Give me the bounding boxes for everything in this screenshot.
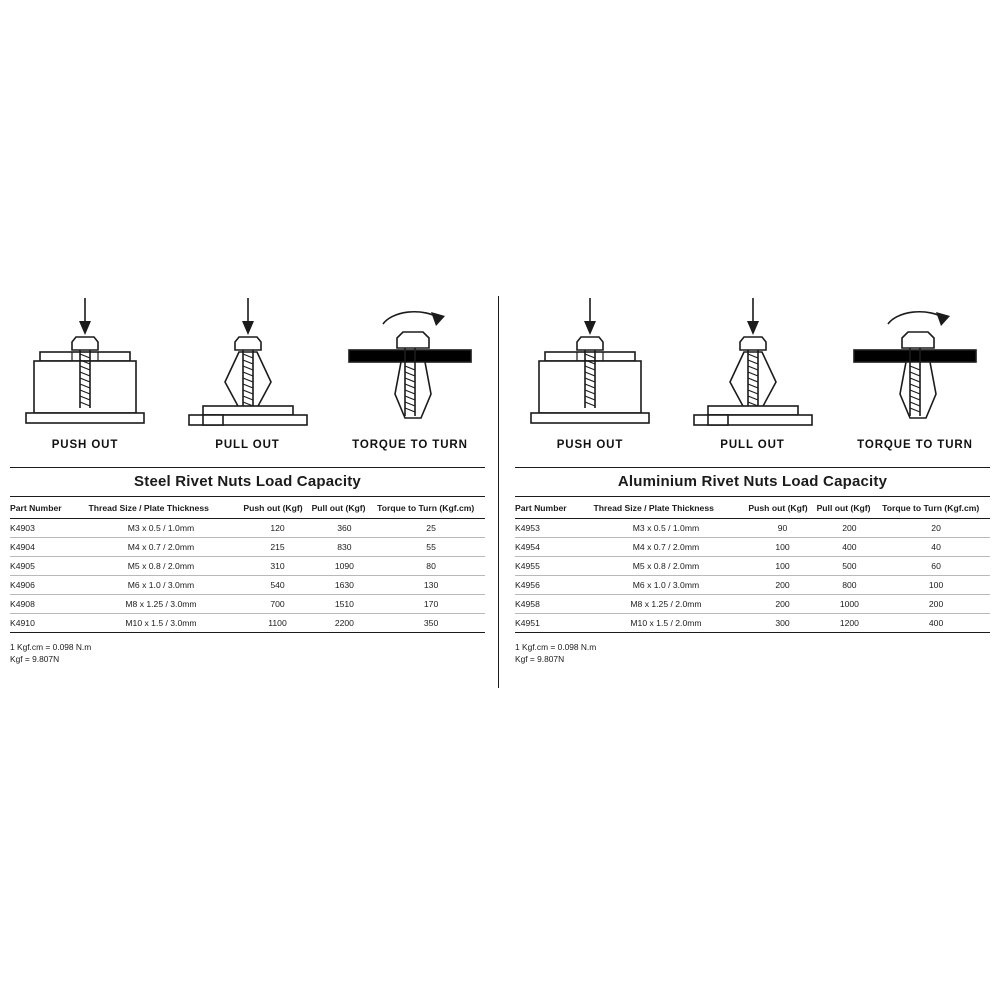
figure-label: PULL OUT — [720, 439, 785, 451]
column-header-part-number: Part Number — [515, 497, 584, 519]
cell-pull-out: 800 — [817, 576, 883, 595]
cell-torque: 25 — [377, 519, 485, 538]
diagram-row-steel — [10, 290, 485, 455]
cell-thread-size: M8 x 1.25 / 2.0mm — [584, 595, 749, 614]
diagram-row-aluminium — [515, 290, 990, 455]
cell-push-out: 90 — [748, 519, 816, 538]
cell-thread-size: M10 x 1.5 / 3.0mm — [79, 614, 244, 633]
torque-to-turn-icon — [335, 290, 485, 435]
panels-container — [10, 290, 990, 665]
figure-label: PUSH OUT — [51, 439, 119, 451]
cell-push-out: 215 — [243, 538, 311, 557]
cell-part-number: K4951 — [515, 614, 584, 633]
table-footnotes — [515, 641, 990, 665]
cell-push-out: 100 — [748, 557, 816, 576]
cell-pull-out: 200 — [817, 519, 883, 538]
figure-push-out-steel — [10, 290, 160, 455]
table-footnotes — [10, 641, 485, 665]
cell-pull-out: 500 — [817, 557, 883, 576]
cell-torque: 350 — [377, 614, 485, 633]
cell-thread-size: M3 x 0.5 / 1.0mm — [79, 519, 244, 538]
table-row — [10, 614, 485, 633]
cell-push-out: 300 — [748, 614, 816, 633]
cell-push-out: 1100 — [243, 614, 311, 633]
cell-pull-out: 1200 — [817, 614, 883, 633]
push-out-icon — [10, 290, 160, 435]
figure-pull-out-steel — [173, 290, 323, 455]
cell-thread-size: M4 x 0.7 / 2.0mm — [584, 538, 749, 557]
figure-torque-aluminium — [840, 290, 990, 455]
cell-thread-size: M6 x 1.0 / 3.0mm — [584, 576, 749, 595]
cell-thread-size: M4 x 0.7 / 2.0mm — [79, 538, 244, 557]
cell-thread-size: M5 x 0.8 / 2.0mm — [584, 557, 749, 576]
table-row — [10, 557, 485, 576]
column-header-thread-size: Thread Size / Plate Thickness — [584, 497, 749, 519]
cell-pull-out: 1630 — [312, 576, 378, 595]
table-title: Steel Rivet Nuts Load Capacity — [134, 473, 361, 490]
cell-part-number: K4958 — [515, 595, 584, 614]
column-header-torque: Torque to Turn (Kgf.cm) — [882, 497, 990, 519]
panel-steel — [10, 290, 493, 665]
load-capacity-table-aluminium — [515, 497, 990, 633]
footnote-line: 1 Kgf.cm = 0.098 N.m — [515, 642, 597, 652]
panel-aluminium — [493, 290, 990, 665]
cell-torque: 20 — [882, 519, 990, 538]
footnote-line: 1 Kgf.cm = 0.098 N.m — [10, 642, 92, 652]
table-block-aluminium — [515, 467, 990, 665]
table-row — [515, 538, 990, 557]
cell-part-number: K4903 — [10, 519, 79, 538]
footnote-line: Kgf = 9.807N — [515, 654, 565, 665]
load-capacity-table-steel — [10, 497, 485, 633]
column-header-pull-out: Pull out (Kgf) — [817, 497, 883, 519]
figure-label: PUSH OUT — [556, 439, 624, 451]
push-out-icon — [515, 290, 665, 435]
column-header-pull-out: Pull out (Kgf) — [312, 497, 378, 519]
cell-torque: 40 — [882, 538, 990, 557]
column-header-torque: Torque to Turn (Kgf.cm) — [377, 497, 485, 519]
cell-pull-out: 2200 — [312, 614, 378, 633]
table-title-bar — [515, 467, 990, 497]
table-row — [515, 614, 990, 633]
cell-push-out: 700 — [243, 595, 311, 614]
cell-push-out: 120 — [243, 519, 311, 538]
cell-thread-size: M5 x 0.8 / 2.0mm — [79, 557, 244, 576]
cell-pull-out: 360 — [312, 519, 378, 538]
cell-part-number: K4955 — [515, 557, 584, 576]
cell-thread-size: M3 x 0.5 / 1.0mm — [584, 519, 749, 538]
cell-part-number: K4956 — [515, 576, 584, 595]
column-header-thread-size: Thread Size / Plate Thickness — [79, 497, 244, 519]
pull-out-icon — [173, 290, 323, 435]
figure-torque-steel — [335, 290, 485, 455]
table-row — [515, 557, 990, 576]
table-row — [10, 576, 485, 595]
cell-torque: 170 — [377, 595, 485, 614]
cell-part-number: K4953 — [515, 519, 584, 538]
column-header-push-out: Push out (Kgf) — [243, 497, 311, 519]
figure-label: TORQUE TO TURN — [857, 439, 973, 451]
cell-push-out: 200 — [748, 576, 816, 595]
cell-pull-out: 1000 — [817, 595, 883, 614]
cell-thread-size: M6 x 1.0 / 3.0mm — [79, 576, 244, 595]
table-header-row — [515, 497, 990, 519]
cell-part-number: K4905 — [10, 557, 79, 576]
cell-torque: 130 — [377, 576, 485, 595]
cell-torque: 400 — [882, 614, 990, 633]
table-title: Aluminium Rivet Nuts Load Capacity — [617, 473, 888, 490]
cell-part-number: K4954 — [515, 538, 584, 557]
cell-torque: 55 — [377, 538, 485, 557]
table-block-steel — [10, 467, 485, 665]
table-row — [515, 519, 990, 538]
cell-torque: 200 — [882, 595, 990, 614]
cell-part-number: K4904 — [10, 538, 79, 557]
table-header-row — [10, 497, 485, 519]
table-row — [515, 576, 990, 595]
cell-thread-size: M10 x 1.5 / 2.0mm — [584, 614, 749, 633]
torque-to-turn-icon — [840, 290, 990, 435]
pull-out-icon — [678, 290, 828, 435]
table-row — [10, 595, 485, 614]
table-title-bar — [10, 467, 485, 497]
table-row — [10, 538, 485, 557]
cell-part-number: K4910 — [10, 614, 79, 633]
cell-pull-out: 1510 — [312, 595, 378, 614]
column-header-part-number: Part Number — [10, 497, 79, 519]
cell-torque: 60 — [882, 557, 990, 576]
column-header-push-out: Push out (Kgf) — [748, 497, 816, 519]
figure-push-out-aluminium — [515, 290, 665, 455]
footnote-line: Kgf = 9.807N — [10, 654, 60, 665]
cell-push-out: 540 — [243, 576, 311, 595]
cell-pull-out: 400 — [817, 538, 883, 557]
cell-pull-out: 830 — [312, 538, 378, 557]
figure-label: PULL OUT — [215, 439, 280, 451]
cell-part-number: K4906 — [10, 576, 79, 595]
figure-label: TORQUE TO TURN — [352, 439, 468, 451]
cell-torque: 100 — [882, 576, 990, 595]
cell-push-out: 200 — [748, 595, 816, 614]
figure-pull-out-aluminium — [678, 290, 828, 455]
table-row — [515, 595, 990, 614]
cell-part-number: K4908 — [10, 595, 79, 614]
cell-torque: 80 — [377, 557, 485, 576]
cell-pull-out: 1090 — [312, 557, 378, 576]
cell-thread-size: M8 x 1.25 / 3.0mm — [79, 595, 244, 614]
cell-push-out: 100 — [748, 538, 816, 557]
table-row — [10, 519, 485, 538]
cell-push-out: 310 — [243, 557, 311, 576]
